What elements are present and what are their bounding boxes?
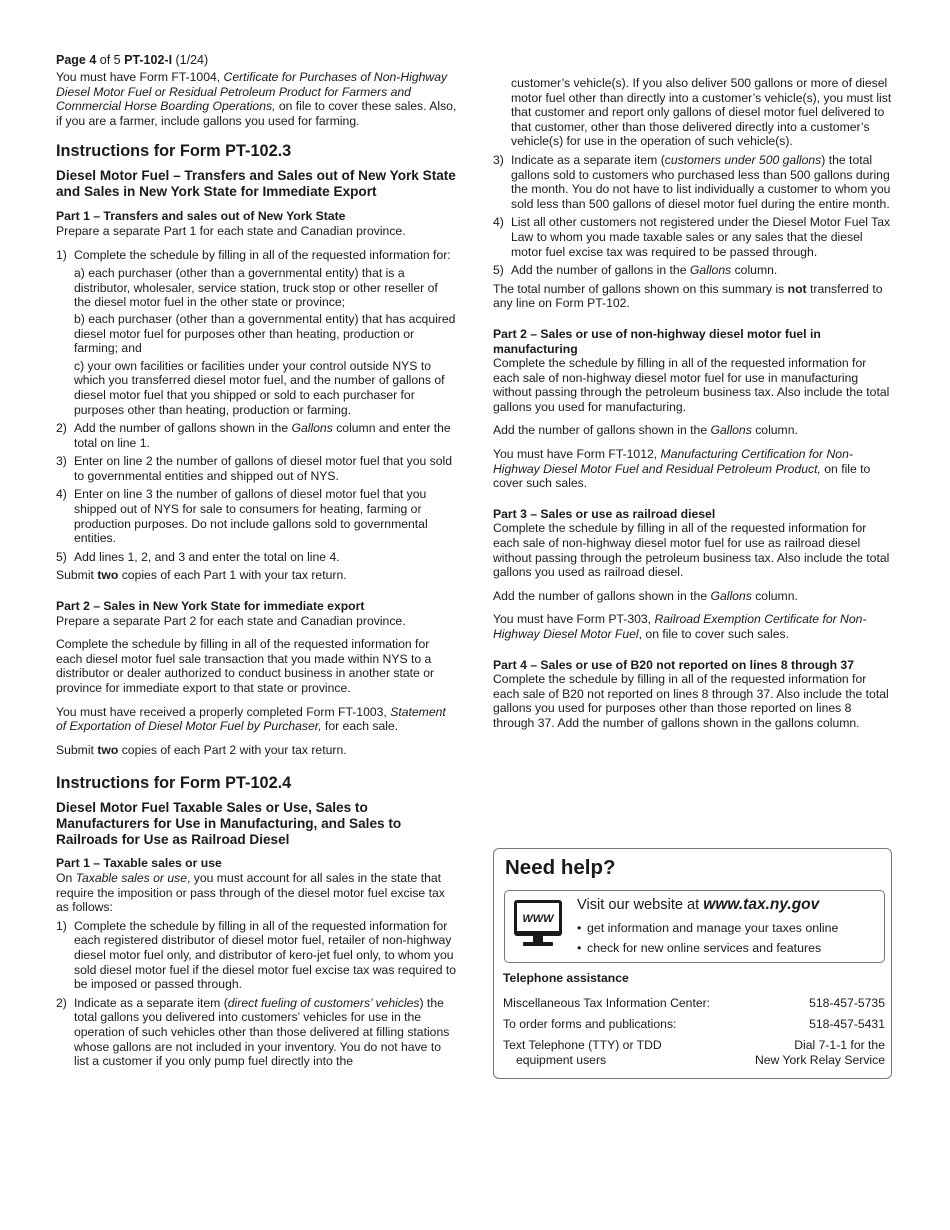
item-number: 5) <box>493 263 504 278</box>
left-column <box>56 53 458 1073</box>
list-item <box>493 153 893 211</box>
item-text: Add lines 1, 2, and 3 and enter the total on line 4. <box>74 549 340 564</box>
tel-label: Miscellaneous Tax Information Center: <box>503 996 711 1010</box>
item-italic: Gallons <box>291 421 333 436</box>
item-text: Indicate as a separate item ( <box>511 152 665 167</box>
intro-text: You must have Form FT-1004, <box>56 70 224 84</box>
tty-label-line1: Text Telephone (TTY) or TDD <box>503 1038 662 1052</box>
form-date: (1/24) <box>172 53 209 67</box>
tel-label: To order forms and publications: <box>503 1017 677 1031</box>
tel-row-tty <box>503 1038 885 1068</box>
part2-form <box>56 705 458 734</box>
intro-form-title: Certificate for Purchases of Non-Highway Diesel Motor Fuel or Residual Petroleum Product for Farmers and Commercial Horse Boarding Operations, <box>56 70 448 114</box>
item-text: Indicate as a separate item ( <box>74 995 228 1010</box>
heading-pt-102-4: Instructions for Form PT-102.4 <box>56 774 292 793</box>
summary-note <box>493 282 893 311</box>
summary-text: The total number of gallons shown on this summary is <box>493 281 788 296</box>
item-italic: Gallons <box>689 263 732 278</box>
page-header <box>56 53 458 68</box>
submit-text: Submit <box>56 742 98 757</box>
submit-text-end: copies of each Part 2 with your tax return. <box>118 742 347 757</box>
list-item <box>56 487 458 545</box>
item-text-end: ) the total gallons you delivered into customers’ vehicles for use in the operation of such vehicles other than those delivered at filling stations whose gallons are not included in your inventory. You do not have to list a customer if you only pump fuel directly into the <box>74 995 450 1069</box>
item-text: Add the number of gallons shown in the <box>74 421 292 436</box>
list-item <box>493 263 893 278</box>
visit-label: Visit our website at <box>577 897 704 913</box>
item-text: Add the number of gallons in the <box>511 263 690 278</box>
add-italic: Gallons <box>710 588 752 603</box>
add-text-end: column. <box>751 423 798 438</box>
item-text-end: column and enter the total on line 1. <box>74 421 451 450</box>
list-item <box>56 248 458 418</box>
part41-list <box>56 919 458 1069</box>
item-number: 3) <box>56 454 67 469</box>
item-italic: customers under 500 gallons <box>664 152 822 167</box>
part1-heading: Part 1 – Transfers and sales out of New York State <box>56 209 346 224</box>
tel-label <box>503 1038 662 1067</box>
item-text: Enter on line 3 the number of gallons of diesel motor fuel that you shipped out of NYS for sale to consumers for heating, farming or production purposes. Do not include gallons sold to governmental entities. <box>74 487 428 546</box>
add-text-end: column. <box>751 588 798 603</box>
item-number: 5) <box>56 549 67 564</box>
r-part3-heading: Part 3 – Sales or use as railroad diesel <box>493 506 716 521</box>
part1-prepare: Prepare a separate Part 1 for each state and Canadian province. <box>56 223 406 238</box>
item-number: 1) <box>56 247 67 262</box>
part2-submit <box>56 743 458 758</box>
monitor-icon <box>513 899 563 947</box>
part1-submit <box>56 568 458 583</box>
r-part4-complete: Complete the schedule by filling in all of the requested information for each sale of B20 not reported on lines 8 through 37. Also include the total gallons you used for purposes other than those reported on lines 8 through 37. Add the number of gallons shown in the gallons column. <box>493 672 889 730</box>
submit-bold: two <box>97 742 119 757</box>
form-text-end: on file to cover such sales. <box>493 461 871 491</box>
item-text: List all other customers not registered under the Diesel Motor Fuel Tax Law to whom you made taxable sales or any sales that the diesel motor fuel excise tax was required to be passed through. <box>511 215 891 259</box>
summary-bold: not <box>787 281 807 296</box>
list-item <box>56 421 458 450</box>
item-number: 4) <box>493 215 504 230</box>
list-item <box>493 215 893 259</box>
subheading-pt-102-3: Diesel Motor Fuel – Transfers and Sales out of New York State and Sales in New York State for Immediate Export <box>56 168 456 200</box>
monitor-www-text: WWW <box>522 913 554 925</box>
item-number: 2) <box>56 421 67 436</box>
form-title: Statement of Exportation of Diesel Motor Fuel by Purchaser, <box>56 704 446 734</box>
form-id: PT-102-I <box>124 53 173 67</box>
submit-text-end: copies of each Part 1 with your tax return. <box>118 568 347 583</box>
r-part2-add <box>493 423 893 438</box>
item-number: 2) <box>56 995 67 1010</box>
telephone-heading: Telephone assistance <box>503 971 629 985</box>
r-part3-form <box>493 612 893 641</box>
form-text: You must have Form FT-1012, <box>493 447 661 462</box>
right-list <box>493 153 893 278</box>
part41-heading: Part 1 – Taxable sales or use <box>56 856 222 871</box>
submit-bold: two <box>97 568 119 583</box>
form-text-end: for each sale. <box>321 719 399 734</box>
sub-item-b: b) each purchaser (other than a governmental entity) that has acquired diesel motor fuel for purposes other than heating, production or farming; and <box>74 311 456 356</box>
page-of: of 5 <box>96 53 125 67</box>
continued-item: customer’s vehicle(s). If you also deliver 500 gallons or more of diesel motor fuel other than directly into a customer’s vehicle(s), you must list that customer and report only gallons of diesel motor fuel delivered to that customer, other than those delivered directly into a customer’s vehicle(s) for use in the operation of such vehicle(s). <box>511 76 892 149</box>
bullet-online-services: • check for new online services and features <box>587 941 821 956</box>
form-text: You must have received a properly completed Form FT-1003, <box>56 704 391 719</box>
sub-item-a: a) each purchaser (other than a governmental entity) that is a distributor, wholesaler, service station, truck stop or other reseller of the diesel motor fuel in the other state or province; <box>74 266 438 310</box>
list-item <box>56 454 458 483</box>
r-part4-heading: Part 4 – Sales or use of B20 not reported on lines 8 through 37 <box>493 657 854 672</box>
visit-text <box>577 896 819 914</box>
website-box <box>504 890 885 963</box>
r-part2-complete: Complete the schedule by filling in all of the requested information for each sale of non-highway diesel motor fuel for use in manufacturing without passing through the petroleum business tax. Also include the total gallons you used for manufacturing. <box>493 356 890 414</box>
tty-value-line2: New York Relay Service <box>754 1052 885 1067</box>
add-text: Add the number of gallons shown in the <box>493 423 711 438</box>
list-item <box>56 919 458 992</box>
form-title: Railroad Exemption Certificate for Non-Highway Diesel Motor Fuel <box>493 612 867 641</box>
bullet-manage-taxes: • get information and manage your taxes online <box>587 921 838 936</box>
item-text: Complete the schedule by filling in all of the requested information for each registered distributor of diesel motor fuel, retailer of non-highway diesel motor fuel only, and distributor of kero-jet fuel only, to whom you sold diesel motor fuel if the diesel motor fuel excise tax was required to be imposed or passed through. <box>74 918 457 992</box>
website-link[interactable]: www.tax.ny.gov <box>703 896 820 913</box>
r-part3-complete: Complete the schedule by filling in all of the requested information for each sale of non-highway diesel motor fuel for use as railroad diesel without passing through the petroleum business tax. Also include the total gallons you used as railroad diesel. <box>493 521 890 580</box>
part2-complete: Complete the schedule by filling in all of the requested information for each diesel motor fuel sale transaction that you made within NYS to a distributor or dealer authorized to conduct business in another state or province for immediate export to that state or province. <box>56 637 435 695</box>
item-text: Enter on line 2 the number of gallons of diesel motor fuel that you sold to governmental entities and shipped out of NYS. <box>74 454 453 483</box>
summary-text-end: transferred to any line on Form PT-102. <box>493 281 883 311</box>
r-part2-heading: Part 2 – Sales or use of non-highway diesel motor fuel in manufacturing <box>493 326 821 356</box>
need-help-title: Need help? <box>505 856 616 879</box>
intro-text-end: , you must account for all sales in the state that require the imposition or pass through of the diesel motor fuel excise tax as follows: <box>56 870 445 915</box>
form-text-end: , on file to cover such sales. <box>638 627 790 641</box>
item-text: Complete the schedule by filling in all of the requested information for: <box>74 247 451 262</box>
part41-intro <box>56 871 458 915</box>
heading-pt-102-3: Instructions for Form PT-102.3 <box>56 142 292 161</box>
r-part3-add <box>493 589 893 604</box>
list-item <box>56 550 458 565</box>
part2-prepare: Prepare a separate Part 2 for each state and Canadian province. <box>56 613 406 628</box>
form-text: You must have Form PT-303, <box>493 612 655 627</box>
intro-italic: Taxable sales or use <box>75 870 187 885</box>
tel-number: 518-457-5735 <box>809 996 885 1010</box>
intro-text: On <box>56 870 76 885</box>
item-number: 3) <box>493 152 504 167</box>
tel-number: 518-457-5431 <box>809 1017 885 1031</box>
add-italic: Gallons <box>710 423 752 438</box>
list-item <box>56 996 458 1069</box>
tty-label-line2: equipment users <box>516 1052 607 1067</box>
item-number: 1) <box>56 918 67 933</box>
intro-paragraph <box>56 70 458 128</box>
tty-value-line1: Dial 7-1-1 for the <box>794 1038 885 1052</box>
need-help-box <box>493 848 892 1079</box>
right-column <box>493 76 893 731</box>
item-text-end: column. <box>731 263 778 278</box>
tel-number <box>755 1038 885 1067</box>
item-text-end: ) the total gallons sold to customers who purchased less than 500 gallons during the month. You do not have to list individually a customer to whom you sold less than 500 gallons of diesel motor fuel during the entire month. <box>511 152 891 211</box>
sub-item-c: c) your own facilities or facilities under your control outside NYS to which you transferred diesel motor fuel, and the number of gallons of diesel motor fuel that you shipped or sold to each purchaser for purposes other than heating, production or farming. <box>74 358 445 417</box>
submit-text: Submit <box>56 568 98 583</box>
subheading-pt-102-4: Diesel Motor Fuel Taxable Sales or Use, Sales to Manufacturers for Use in Manufacturing, and Sales to Railroads for Use as Railroad Diesel <box>56 800 402 848</box>
item-number: 4) <box>56 487 67 502</box>
item-italic: direct fueling of customers’ vehicles <box>227 995 420 1010</box>
form-title: Manufacturing Certification for Non-Highway Diesel Motor Fuel and Residual Petroleum Product, <box>493 447 853 476</box>
part1-list <box>56 248 458 565</box>
intro-text-end: on file to cover these sales. Also, if you are a farmer, include gallons you used for farming. <box>56 99 457 128</box>
r-part2-form <box>493 447 893 491</box>
add-text: Add the number of gallons shown in the <box>493 588 711 603</box>
page-label: Page 4 <box>56 53 97 67</box>
part2-heading: Part 2 – Sales in New York State for immediate export <box>56 599 365 614</box>
